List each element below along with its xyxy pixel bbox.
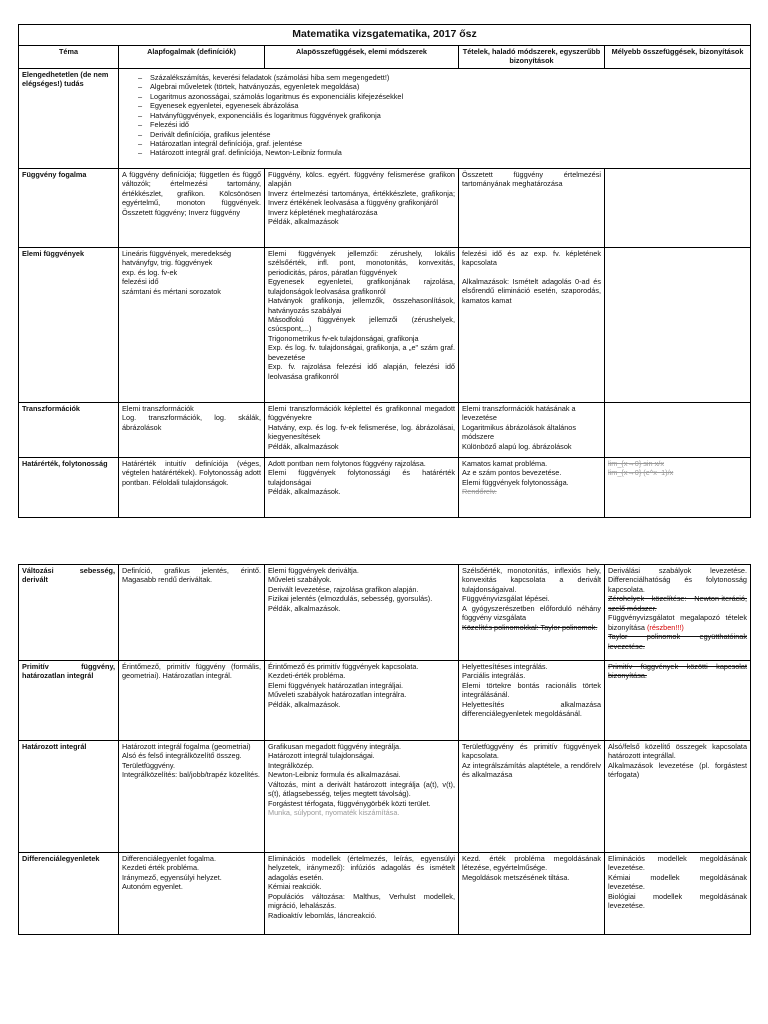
methods-cell xyxy=(265,402,459,457)
cell-line: Grafikusan megadott függvény integrálja. xyxy=(268,742,402,751)
cell-line: Területfüggvény és primitív függvények kapcsolata. xyxy=(462,742,601,761)
cell-line: Eliminációs modellek megoldásának levezetése. xyxy=(608,854,747,873)
table-row xyxy=(19,247,751,402)
cell-line: Adott pontban nem folytonos függvény rajzolása. xyxy=(268,458,426,468)
cell-line: felezési idő és az exp. fv. képletének kapcsolata xyxy=(462,248,601,268)
list-item: – Határozott integrál graf. definíciója, Newton-Leibniz formula xyxy=(138,148,747,157)
methods-cell xyxy=(265,457,459,517)
concepts-cell: A függvény definíciója; független és függő változók; értelmezési tartomány, értékkészlet, grafikon. Kölcsönösen egyértelmű, monoton függvények. Összetett függvény; Inverz függvény xyxy=(119,168,265,247)
cell-line: számtani és mértani sorozatok xyxy=(122,286,221,296)
table-row xyxy=(19,661,751,741)
cell-line: Példák, alkalmazások xyxy=(268,217,339,227)
struck-item: Közelítés polinomokkal: Taylor polinomok. xyxy=(462,622,598,632)
cell-line: Példák, alkalmazások. xyxy=(268,603,341,613)
proofs-cell xyxy=(605,661,751,741)
list-item: – Felezési idő xyxy=(138,120,747,129)
struck-limit-formula: lim_{x→0} (e^x−1)/x xyxy=(608,468,674,478)
theorems-cell xyxy=(459,247,605,402)
cell-line: Határozott integrál tulajdonságai. xyxy=(268,751,375,761)
cell-line: Elemi transzformációk xyxy=(122,403,194,413)
methods-cell xyxy=(265,661,459,741)
cell-line: Hatvány, exp. és log. fv-ek felismerése, log. ábrázolásai, kiegyenesítések xyxy=(268,422,455,442)
cell-line: Az e szám pontos bevezetése. xyxy=(462,468,562,478)
cell-line: Egyenesek egyenletei, grafikonjának rajzolása, tulajdonságok leolvasása grafikonról xyxy=(268,277,455,296)
cell-line: Kezd. érték probléma megoldásának létezése, egyértelműsége. xyxy=(462,854,601,873)
cell-line: Radioaktív lebomlás, láncreakció. xyxy=(268,910,377,920)
cell-line: Műveleti szabályok határozatlan integrálra. xyxy=(268,690,407,700)
cell-line: Fizikai jelentés (elmozdulás, sebesség, gyorsulás). xyxy=(268,594,433,604)
methods-cell xyxy=(265,853,459,935)
cell-line: Határozott integrál fogalma (geometriai) xyxy=(122,742,251,751)
methods-cell xyxy=(265,168,459,247)
cell-line: Kezdeti érték probléma. xyxy=(122,863,200,873)
cell-line: Másodfokú függvények jellemzői (zérushelyek, csúcspont,...) xyxy=(268,315,455,334)
topic-cell: Határozott integrál xyxy=(19,741,119,853)
list-item: – Logaritmus azonosságai, számolás logaritmus és exponenciális kifejezésekkel xyxy=(138,92,747,101)
concepts-cell xyxy=(119,853,265,935)
cell-line: Érintőmező és primitív függvények kapcsolata. xyxy=(268,662,419,671)
cell-line: Elemi függvények határozatlan integráljai. xyxy=(268,680,404,690)
header-basic-relations: Alapösszefüggések, elemi módszerek xyxy=(265,45,459,68)
cell-line: felezési idő xyxy=(122,277,159,287)
struck-item: Primitív függvények közötti kapcsolat bizonyítása. xyxy=(608,662,747,681)
methods-cell xyxy=(265,741,459,853)
cell-line: Inverz képletének meghatározása xyxy=(268,207,378,217)
grayed-item: Munka, súlypont, nyomaték kiszámítása. xyxy=(268,808,400,818)
cell-line: Különböző alapú log. ábrázolások xyxy=(462,441,572,451)
list-item: – Egyenesek egyenletei, egyenesek ábrázolása xyxy=(138,101,747,110)
table-row xyxy=(19,402,751,457)
cell-line: Logaritmikus ábrázolások általános módszere xyxy=(462,422,576,442)
proofs-cell xyxy=(605,565,751,661)
cell-line xyxy=(608,613,747,632)
cell-line: Log. transzformációk, log. skálák, ábrázolások xyxy=(122,413,261,432)
struck-item: Taylor polinomok együtthatóinak levezetése. xyxy=(608,632,747,651)
cell-line: Elemi transzformációk képlettel és grafikonnal megadott függvényekre xyxy=(268,403,455,423)
cell-line: Elemi függvények jellemzői: zérushely, lokális szélsőérték, infl. pont, monotonitás, konvexitás, periodicitás, páros, páratlan függvények xyxy=(268,248,455,277)
concepts-cell xyxy=(119,247,265,402)
cell-line: Inverz értelmezési tartománya, értékkészlete, grafikonja; Inverz értékének leolvasása a függvény grafikonjáról xyxy=(268,188,455,208)
proofs-cell xyxy=(605,457,751,517)
cell-line: Kamatos kamat probléma. xyxy=(462,458,548,468)
list-item: – Határozatlan integrál definíciója, graf. jelentése xyxy=(138,139,747,148)
cell-line: Szélsőérték, monotonitás, inflexiós hely, konvexitás kapcsolata a derivált tulajdonságaival. xyxy=(462,566,601,594)
cell-line: Forgástest térfogata, függvénygörbék közti terület. xyxy=(268,798,431,808)
cell-line: Eliminációs modellek (értelmezés, leírás, egyensúlyi helyzetek, iránymező): infúziós adagolás és ismételt adagolás esetén. xyxy=(268,854,455,882)
methods-cell xyxy=(265,565,459,661)
proofs-cell xyxy=(605,402,751,457)
theorems-cell xyxy=(459,457,605,517)
topic-cell: Függvény fogalma xyxy=(19,168,119,247)
cell-line: Példák, alkalmazások. xyxy=(268,699,341,709)
methods-cell xyxy=(265,247,459,402)
concepts-cell: Definíció, grafikus jelentés, érintő. Magasabb rendű deriváltak. xyxy=(119,565,265,661)
theorems-cell xyxy=(459,661,605,741)
topic-cell: Differenciálegyenletek xyxy=(19,853,119,935)
concepts-cell xyxy=(119,402,265,457)
topic-cell: Primitív függvény, határozatlan integrál xyxy=(19,661,119,741)
proofs-cell xyxy=(605,853,751,935)
cell-line: Megoldások metszésének tiltása. xyxy=(462,872,570,882)
essential-knowledge-list xyxy=(122,73,747,158)
table-row xyxy=(19,68,751,168)
cell-line: Iránymező, egyensúlyi helyzet. xyxy=(122,872,222,882)
cell-line: Autonóm egyenlet. xyxy=(122,882,183,892)
cell-line: exp. és log. fv-ek xyxy=(122,267,178,277)
proofs-cell xyxy=(605,247,751,402)
topic-cell: Elemi függvények xyxy=(19,247,119,402)
concepts-cell xyxy=(119,741,265,853)
cell-line: Hatványok grafikonja, jellemzők, összehasonlítások, hatványozás szabályai xyxy=(268,296,455,315)
cell-line: Alsó és felső integrálközelítő összeg. xyxy=(122,751,242,761)
cell-line: Exp. fv. rajzolása felezési idő alapján, felezési idő leolvasása grafikonról xyxy=(268,362,455,381)
cell-line: Lineáris függvények, meredekség xyxy=(122,248,232,258)
header-basic-concepts: Alapfogalmak (definíciók) xyxy=(119,45,265,68)
exam-topics-table-2 xyxy=(18,564,751,935)
table-row xyxy=(19,457,751,517)
topic-cell: Változási sebesség, derivált xyxy=(19,565,119,661)
topic-cell: Elengedhetetlen (de nem elégséges!) tudás xyxy=(19,68,119,168)
cell-line: Elemi függvények deriváltja. xyxy=(268,566,359,575)
cell-line: Parciális integrálás. xyxy=(462,671,526,681)
cell-line: Függvényvizsgálat lépései. xyxy=(462,594,550,604)
topic-cell: Transzformációk xyxy=(19,402,119,457)
cell-line: Exp. és log. fv. tulajdonságai, grafikonja, a „e" szám graf. bevezetése xyxy=(268,343,455,362)
cell-line: A gyógyszerészetben előforduló néhány függvény vizsgálata xyxy=(462,603,601,623)
table-row xyxy=(19,853,751,935)
struck-item: Rendőrelv. xyxy=(462,487,497,497)
essential-knowledge-cell xyxy=(119,68,751,168)
theorems-cell: Összetett függvény értelmezési tartományának meghatározása xyxy=(459,168,605,247)
struck-item: Zérohelyek közelítése: Newton-iteráció, szelő módszer. xyxy=(608,594,747,613)
cell-line: Alkalmazások levezetése (pl. forgástest térfogata) xyxy=(608,760,747,780)
cell-line: Területfüggvény. xyxy=(122,760,176,770)
concepts-cell: Határérték intuitív definíciója (véges, végtelen határértékek). Folytonosság adott pontban. Féloldali tulajdonságok. xyxy=(119,457,265,517)
exam-topics-table-1 xyxy=(18,24,751,518)
cell-line: Kémiai reakciók. xyxy=(268,882,322,892)
cell-line: Populációs változása: Malthus, Verhulst modellek, migráció, lehalászás. xyxy=(268,891,455,911)
cell-text: Függvényvizsgálatot megalapozó tételek bizonyítása xyxy=(608,613,747,632)
table-row xyxy=(19,565,751,661)
cell-line: hatványfgv, trig. függvények xyxy=(122,258,213,268)
table-header-row xyxy=(19,45,751,68)
cell-line: Alsó/felső közelítő összegek kapcsolata határozott integrállal. xyxy=(608,742,747,761)
proofs-cell xyxy=(605,168,751,247)
cell-line: Differenciálegyenlet fogalma. xyxy=(122,854,216,863)
struck-limit-formula: lim_{x→0} sin x/x xyxy=(608,458,664,468)
cell-line: Biológiai modellek megoldásának levezetése. xyxy=(608,891,747,911)
list-item: – Derivált definíciója, grafikus jelentése xyxy=(138,130,747,139)
header-deeper-relations: Mélyebb összefüggések, bizonyítások xyxy=(605,45,751,68)
cell-line: Példák, alkalmazások. xyxy=(268,487,341,497)
header-topic: Téma xyxy=(19,45,119,68)
document-title: Matematika vizsgatematika, 2017 ősz xyxy=(19,25,751,46)
cell-line: Helyettesítés alkalmazása differenciálegyenletek megoldásánál. xyxy=(462,699,601,719)
cell-line: Elemi transzformációk hatásának a levezetése xyxy=(462,403,576,423)
concepts-cell: Érintőmező, primitív függvény (formális, geometriai). Határozatlan integrál. xyxy=(119,661,265,741)
partial-note: (részben!!!) xyxy=(646,622,684,632)
cell-line: Kezdeti-érték probléma. xyxy=(268,671,346,681)
cell-line: Newton-Leibniz formula és alkalmazásai. xyxy=(268,770,401,780)
cell-line: Helyettesítéses integrálás. xyxy=(462,662,548,671)
topic-cell: Határérték, folytonosság xyxy=(19,457,119,517)
cell-line: Példák, alkalmazások xyxy=(268,441,339,451)
cell-line: Elemi törtekre bontás racionális törtek integrálásánál. xyxy=(462,680,601,700)
list-item: – Hatványfüggvények, exponenciális és logaritmus függvények grafikonja xyxy=(138,111,747,120)
cell-line: Integrálközép. xyxy=(268,760,314,770)
cell-line: Integrálközelítés: bal/jobb/trapéz közelítés. xyxy=(122,770,260,780)
cell-line: Elemi függvények folytonossága. xyxy=(462,477,569,487)
theorems-cell xyxy=(459,565,605,661)
proofs-cell xyxy=(605,741,751,853)
cell-line: Elemi függvények folytonossági és határérték tulajdonságai xyxy=(268,468,455,487)
theorems-cell xyxy=(459,853,605,935)
table-row xyxy=(19,741,751,853)
cell-line: Az integrálszámítás alaptétele, a rendőrelv és alkalmazása xyxy=(462,760,601,780)
cell-line: Alkalmazások: Ismételt adagolás 0-ad és elsőrendű elimináció esetén, szaporodás, kamatos kamat xyxy=(462,276,601,305)
cell-line: Deriválási szabályok levezetése. Differenciálhatóság és folytonosság kapcsolata. xyxy=(608,566,747,594)
cell-line: Kémiai modellek megoldásának levezetése. xyxy=(608,872,747,892)
header-theorems: Tételek, haladó módszerek, egyszerűbb bizonyítások xyxy=(459,45,605,68)
list-item: – Algebrai műveletek (törtek, hatványozás, egyenletek megoldása) xyxy=(138,82,747,91)
cell-line: Műveleti szabályok. xyxy=(268,575,332,585)
cell-line: Derivált levezetése, rajzolása grafikon alapján. xyxy=(268,584,419,594)
list-item: – Százalékszámítás, keverési feladatok (számolási hiba sem megengedett!) xyxy=(138,73,747,82)
cell-line: Változás, mint a derivált határozott integrálja (a(t), v(t), s(t), átlagsebesség, teljes megtett távolság). xyxy=(268,779,455,799)
theorems-cell xyxy=(459,741,605,853)
table-row xyxy=(19,168,751,247)
theorems-cell xyxy=(459,402,605,457)
cell-line: Trigonometrikus fv-ek tulajdonságai, grafikonja xyxy=(268,333,419,343)
cell-line: Függvény, kölcs. egyért. függvény felismerése grafikon alapján xyxy=(268,169,455,189)
